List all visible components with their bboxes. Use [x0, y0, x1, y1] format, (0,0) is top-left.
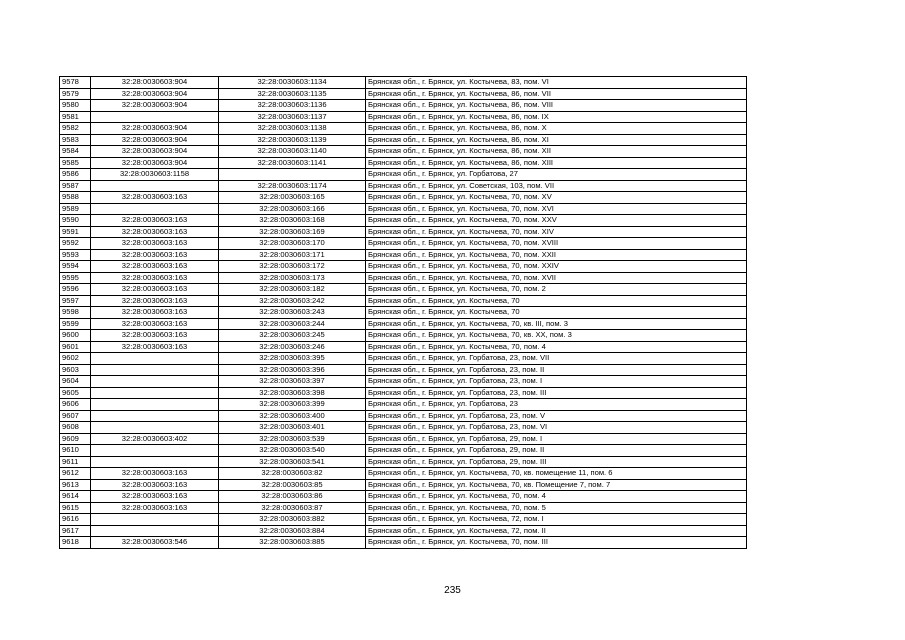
cadastral-number-cell: 32:28:0030603:396 — [219, 364, 366, 376]
address-cell: Брянская обл., г. Брянск, ул. Костычева, 70, пом. XXV — [366, 215, 747, 227]
table-row — [60, 100, 747, 112]
table-row — [60, 479, 747, 491]
address-cell: Брянская обл., г. Брянск, ул. Костычева, 70, пом. 5 — [366, 502, 747, 514]
parent-cadastral-number-cell: 32:28:0030603:904 — [91, 88, 219, 100]
address-cell: Брянская обл., г. Брянск, ул. Горбатова, 23 — [366, 399, 747, 411]
table-row — [60, 491, 747, 503]
address-cell: Брянская обл., г. Брянск, ул. Советская, 103, пом. VII — [366, 180, 747, 192]
table-row — [60, 456, 747, 468]
table-row — [60, 330, 747, 342]
parent-cadastral-number-cell: 32:28:0030603:163 — [91, 249, 219, 261]
address-cell: Брянская обл., г. Брянск, ул. Костычева, 70, пом. XV — [366, 192, 747, 204]
row-number-cell: 9593 — [60, 249, 91, 261]
table-row — [60, 295, 747, 307]
parent-cadastral-number-cell: 32:28:0030603:163 — [91, 238, 219, 250]
cadastral-number-cell: 32:28:0030603:540 — [219, 445, 366, 457]
address-cell: Брянская обл., г. Брянск, ул. Костычева, 72, пом. II — [366, 525, 747, 537]
row-number-cell: 9604 — [60, 376, 91, 388]
address-cell: Брянская обл., г. Брянск, ул. Костычева, 70, кв. помещение 11, пом. 6 — [366, 468, 747, 480]
cadastral-number-cell: 32:28:0030603:165 — [219, 192, 366, 204]
row-number-cell: 9609 — [60, 433, 91, 445]
table-row — [60, 272, 747, 284]
parent-cadastral-number-cell: 32:28:0030603:163 — [91, 468, 219, 480]
parent-cadastral-number-cell: 32:28:0030603:163 — [91, 330, 219, 342]
parent-cadastral-number-cell — [91, 422, 219, 434]
table-row — [60, 157, 747, 169]
table-row — [60, 123, 747, 135]
address-cell: Брянская обл., г. Брянск, ул. Горбатова, 23, пом. VI — [366, 422, 747, 434]
parent-cadastral-number-cell: 32:28:0030603:163 — [91, 307, 219, 319]
address-cell: Брянская обл., г. Брянск, ул. Костычева, 70 — [366, 307, 747, 319]
parent-cadastral-number-cell — [91, 353, 219, 365]
cadastral-number-cell: 32:28:0030603:171 — [219, 249, 366, 261]
row-number-cell: 9580 — [60, 100, 91, 112]
address-cell: Брянская обл., г. Брянск, ул. Костычева, 86, пом. XIII — [366, 157, 747, 169]
cadastral-number-cell: 32:28:0030603:399 — [219, 399, 366, 411]
table-row — [60, 261, 747, 273]
table-row — [60, 514, 747, 526]
table-row — [60, 215, 747, 227]
cadastral-number-cell: 32:28:0030603:1140 — [219, 146, 366, 158]
row-number-cell: 9599 — [60, 318, 91, 330]
parent-cadastral-number-cell: 32:28:0030603:402 — [91, 433, 219, 445]
address-cell: Брянская обл., г. Брянск, ул. Горбатова, 27 — [366, 169, 747, 181]
cadastral-number-cell: 32:28:0030603:246 — [219, 341, 366, 353]
parent-cadastral-number-cell: 32:28:0030603:904 — [91, 134, 219, 146]
row-number-cell: 9592 — [60, 238, 91, 250]
parent-cadastral-number-cell — [91, 514, 219, 526]
row-number-cell: 9597 — [60, 295, 91, 307]
row-number-cell: 9603 — [60, 364, 91, 376]
cadastral-number-cell: 32:28:0030603:168 — [219, 215, 366, 227]
cadastral-number-cell: 32:28:0030603:884 — [219, 525, 366, 537]
row-number-cell: 9616 — [60, 514, 91, 526]
row-number-cell: 9611 — [60, 456, 91, 468]
row-number-cell: 9617 — [60, 525, 91, 537]
address-cell: Брянская обл., г. Брянск, ул. Костычева, 70, пом. 2 — [366, 284, 747, 296]
row-number-cell: 9579 — [60, 88, 91, 100]
cadastral-number-cell: 32:28:0030603:169 — [219, 226, 366, 238]
address-cell: Брянская обл., г. Брянск, ул. Костычева, 86, пом. VII — [366, 88, 747, 100]
cadastral-number-cell: 32:28:0030603:182 — [219, 284, 366, 296]
table-row — [60, 77, 747, 89]
cadastral-number-cell: 32:28:0030603:885 — [219, 537, 366, 549]
parent-cadastral-number-cell — [91, 387, 219, 399]
parent-cadastral-number-cell: 32:28:0030603:163 — [91, 502, 219, 514]
address-cell: Брянская обл., г. Брянск, ул. Костычева, 83, пом. VI — [366, 77, 747, 89]
cadastral-number-cell: 32:28:0030603:882 — [219, 514, 366, 526]
row-number-cell: 9584 — [60, 146, 91, 158]
table-row — [60, 376, 747, 388]
row-number-cell: 9605 — [60, 387, 91, 399]
cadastral-number-cell: 32:28:0030603:170 — [219, 238, 366, 250]
table-row — [60, 318, 747, 330]
parent-cadastral-number-cell — [91, 364, 219, 376]
parent-cadastral-number-cell: 32:28:0030603:163 — [91, 479, 219, 491]
parent-cadastral-number-cell — [91, 456, 219, 468]
row-number-cell: 9600 — [60, 330, 91, 342]
table-row — [60, 537, 747, 549]
table-row — [60, 284, 747, 296]
cadastral-number-cell: 32:28:0030603:244 — [219, 318, 366, 330]
address-cell: Брянская обл., г. Брянск, ул. Горбатова, 23, пом. III — [366, 387, 747, 399]
address-cell: Брянская обл., г. Брянск, ул. Костычева, 70, пом. XXIV — [366, 261, 747, 273]
parent-cadastral-number-cell — [91, 410, 219, 422]
registry-table — [59, 76, 747, 549]
row-number-cell: 9578 — [60, 77, 91, 89]
parent-cadastral-number-cell — [91, 399, 219, 411]
parent-cadastral-number-cell — [91, 203, 219, 215]
cadastral-number-cell: 32:28:0030603:1134 — [219, 77, 366, 89]
cadastral-number-cell: 32:28:0030603:245 — [219, 330, 366, 342]
page-number: 235 — [444, 585, 461, 596]
address-cell: Брянская обл., г. Брянск, ул. Костычева, 70, пом. XVIII — [366, 238, 747, 250]
table-row — [60, 353, 747, 365]
address-cell: Брянская обл., г. Брянск, ул. Костычева, 70, пом. XVII — [366, 272, 747, 284]
cadastral-number-cell: 32:28:0030603:1136 — [219, 100, 366, 112]
cadastral-number-cell: 32:28:0030603:401 — [219, 422, 366, 434]
parent-cadastral-number-cell — [91, 180, 219, 192]
row-number-cell: 9613 — [60, 479, 91, 491]
parent-cadastral-number-cell — [91, 445, 219, 457]
registry-table-body — [60, 77, 747, 549]
parent-cadastral-number-cell: 32:28:0030603:163 — [91, 491, 219, 503]
address-cell: Брянская обл., г. Брянск, ул. Костычева, 70, пом. 4 — [366, 491, 747, 503]
row-number-cell: 9598 — [60, 307, 91, 319]
table-row — [60, 422, 747, 434]
cadastral-number-cell: 32:28:0030603:539 — [219, 433, 366, 445]
row-number-cell: 9594 — [60, 261, 91, 273]
row-number-cell: 9614 — [60, 491, 91, 503]
address-cell: Брянская обл., г. Брянск, ул. Костычева, 86, пом. X — [366, 123, 747, 135]
parent-cadastral-number-cell: 32:28:0030603:1158 — [91, 169, 219, 181]
row-number-cell: 9591 — [60, 226, 91, 238]
address-cell: Брянская обл., г. Брянск, ул. Костычева, 70, кв. Помещение 7, пом. 7 — [366, 479, 747, 491]
parent-cadastral-number-cell — [91, 376, 219, 388]
parent-cadastral-number-cell: 32:28:0030603:163 — [91, 295, 219, 307]
parent-cadastral-number-cell — [91, 525, 219, 537]
table-row — [60, 445, 747, 457]
table-row — [60, 146, 747, 158]
row-number-cell: 9612 — [60, 468, 91, 480]
address-cell: Брянская обл., г. Брянск, ул. Костычева, 72, пом. I — [366, 514, 747, 526]
cadastral-number-cell: 32:28:0030603:398 — [219, 387, 366, 399]
parent-cadastral-number-cell: 32:28:0030603:163 — [91, 261, 219, 273]
address-cell: Брянская обл., г. Брянск, ул. Горбатова, 23, пом. II — [366, 364, 747, 376]
address-cell: Брянская обл., г. Брянск, ул. Костычева, 70, кв. III, пом. 3 — [366, 318, 747, 330]
address-cell: Брянская обл., г. Брянск, ул. Костычева, 86, пом. VIII — [366, 100, 747, 112]
row-number-cell: 9615 — [60, 502, 91, 514]
table-row — [60, 468, 747, 480]
row-number-cell: 9585 — [60, 157, 91, 169]
cadastral-number-cell: 32:28:0030603:395 — [219, 353, 366, 365]
address-cell: Брянская обл., г. Брянск, ул. Костычева, 86, пом. XI — [366, 134, 747, 146]
parent-cadastral-number-cell: 32:28:0030603:163 — [91, 192, 219, 204]
parent-cadastral-number-cell: 32:28:0030603:163 — [91, 226, 219, 238]
cadastral-number-cell: 32:28:0030603:400 — [219, 410, 366, 422]
address-cell: Брянская обл., г. Брянск, ул. Костычева, 70, пом. XVI — [366, 203, 747, 215]
address-cell: Брянская обл., г. Брянск, ул. Костычева, 86, пом. XII — [366, 146, 747, 158]
table-row — [60, 433, 747, 445]
cadastral-number-cell: 32:28:0030603:85 — [219, 479, 366, 491]
row-number-cell: 9589 — [60, 203, 91, 215]
row-number-cell: 9610 — [60, 445, 91, 457]
cadastral-number-cell: 32:28:0030603:1138 — [219, 123, 366, 135]
cadastral-number-cell: 32:28:0030603:242 — [219, 295, 366, 307]
cadastral-number-cell: 32:28:0030603:87 — [219, 502, 366, 514]
table-row — [60, 249, 747, 261]
table-row — [60, 111, 747, 123]
parent-cadastral-number-cell: 32:28:0030603:904 — [91, 157, 219, 169]
address-cell: Брянская обл., г. Брянск, ул. Костычева, 70, кв. XX, пом. 3 — [366, 330, 747, 342]
cadastral-number-cell: 32:28:0030603:243 — [219, 307, 366, 319]
parent-cadastral-number-cell: 32:28:0030603:904 — [91, 77, 219, 89]
address-cell: Брянская обл., г. Брянск, ул. Костычева, 70, пом. XXII — [366, 249, 747, 261]
row-number-cell: 9595 — [60, 272, 91, 284]
address-cell: Брянская обл., г. Брянск, ул. Костычева, 70, пом. 4 — [366, 341, 747, 353]
parent-cadastral-number-cell: 32:28:0030603:163 — [91, 284, 219, 296]
row-number-cell: 9583 — [60, 134, 91, 146]
cadastral-number-cell: 32:28:0030603:541 — [219, 456, 366, 468]
address-cell: Брянская обл., г. Брянск, ул. Костычева, 70, пом. XIV — [366, 226, 747, 238]
table-row — [60, 192, 747, 204]
address-cell: Брянская обл., г. Брянск, ул. Костычева, 70 — [366, 295, 747, 307]
table-row — [60, 364, 747, 376]
cadastral-number-cell: 32:28:0030603:86 — [219, 491, 366, 503]
table-row — [60, 387, 747, 399]
table-row — [60, 238, 747, 250]
cadastral-number-cell: 32:28:0030603:173 — [219, 272, 366, 284]
address-cell: Брянская обл., г. Брянск, ул. Горбатова, 23, пом. I — [366, 376, 747, 388]
row-number-cell: 9601 — [60, 341, 91, 353]
cadastral-number-cell: 32:28:0030603:1137 — [219, 111, 366, 123]
cadastral-number-cell: 32:28:0030603:1139 — [219, 134, 366, 146]
row-number-cell: 9596 — [60, 284, 91, 296]
parent-cadastral-number-cell: 32:28:0030603:163 — [91, 341, 219, 353]
table-row — [60, 88, 747, 100]
table-row — [60, 410, 747, 422]
row-number-cell: 9581 — [60, 111, 91, 123]
address-cell: Брянская обл., г. Брянск, ул. Горбатова, 29, пом. I — [366, 433, 747, 445]
table-row — [60, 399, 747, 411]
row-number-cell: 9606 — [60, 399, 91, 411]
row-number-cell: 9618 — [60, 537, 91, 549]
address-cell: Брянская обл., г. Брянск, ул. Костычева, 86, пом. IX — [366, 111, 747, 123]
address-cell: Брянская обл., г. Брянск, ул. Горбатова, 23, пом. VII — [366, 353, 747, 365]
parent-cadastral-number-cell: 32:28:0030603:163 — [91, 272, 219, 284]
table-row — [60, 502, 747, 514]
parent-cadastral-number-cell: 32:28:0030603:163 — [91, 318, 219, 330]
cadastral-number-cell: 32:28:0030603:1174 — [219, 180, 366, 192]
cadastral-number-cell — [219, 169, 366, 181]
address-cell: Брянская обл., г. Брянск, ул. Горбатова, 29, пом. III — [366, 456, 747, 468]
table-row — [60, 307, 747, 319]
row-number-cell: 9608 — [60, 422, 91, 434]
cadastral-number-cell: 32:28:0030603:397 — [219, 376, 366, 388]
row-number-cell: 9602 — [60, 353, 91, 365]
table-row — [60, 134, 747, 146]
table-row — [60, 341, 747, 353]
table-row — [60, 525, 747, 537]
row-number-cell: 9586 — [60, 169, 91, 181]
cadastral-number-cell: 32:28:0030603:82 — [219, 468, 366, 480]
parent-cadastral-number-cell: 32:28:0030603:546 — [91, 537, 219, 549]
parent-cadastral-number-cell — [91, 111, 219, 123]
address-cell: Брянская обл., г. Брянск, ул. Горбатова, 23, пом. V — [366, 410, 747, 422]
cadastral-number-cell: 32:28:0030603:1141 — [219, 157, 366, 169]
cadastral-number-cell: 32:28:0030603:172 — [219, 261, 366, 273]
table-row — [60, 226, 747, 238]
row-number-cell: 9590 — [60, 215, 91, 227]
parent-cadastral-number-cell: 32:28:0030603:163 — [91, 215, 219, 227]
row-number-cell: 9587 — [60, 180, 91, 192]
address-cell: Брянская обл., г. Брянск, ул. Горбатова, 29, пом. II — [366, 445, 747, 457]
table-row — [60, 180, 747, 192]
row-number-cell: 9588 — [60, 192, 91, 204]
parent-cadastral-number-cell: 32:28:0030603:904 — [91, 100, 219, 112]
cadastral-number-cell: 32:28:0030603:1135 — [219, 88, 366, 100]
row-number-cell: 9607 — [60, 410, 91, 422]
table-row — [60, 203, 747, 215]
row-number-cell: 9582 — [60, 123, 91, 135]
parent-cadastral-number-cell: 32:28:0030603:904 — [91, 123, 219, 135]
table-row — [60, 169, 747, 181]
address-cell: Брянская обл., г. Брянск, ул. Костычева, 70, пом. III — [366, 537, 747, 549]
parent-cadastral-number-cell: 32:28:0030603:904 — [91, 146, 219, 158]
cadastral-number-cell: 32:28:0030603:166 — [219, 203, 366, 215]
